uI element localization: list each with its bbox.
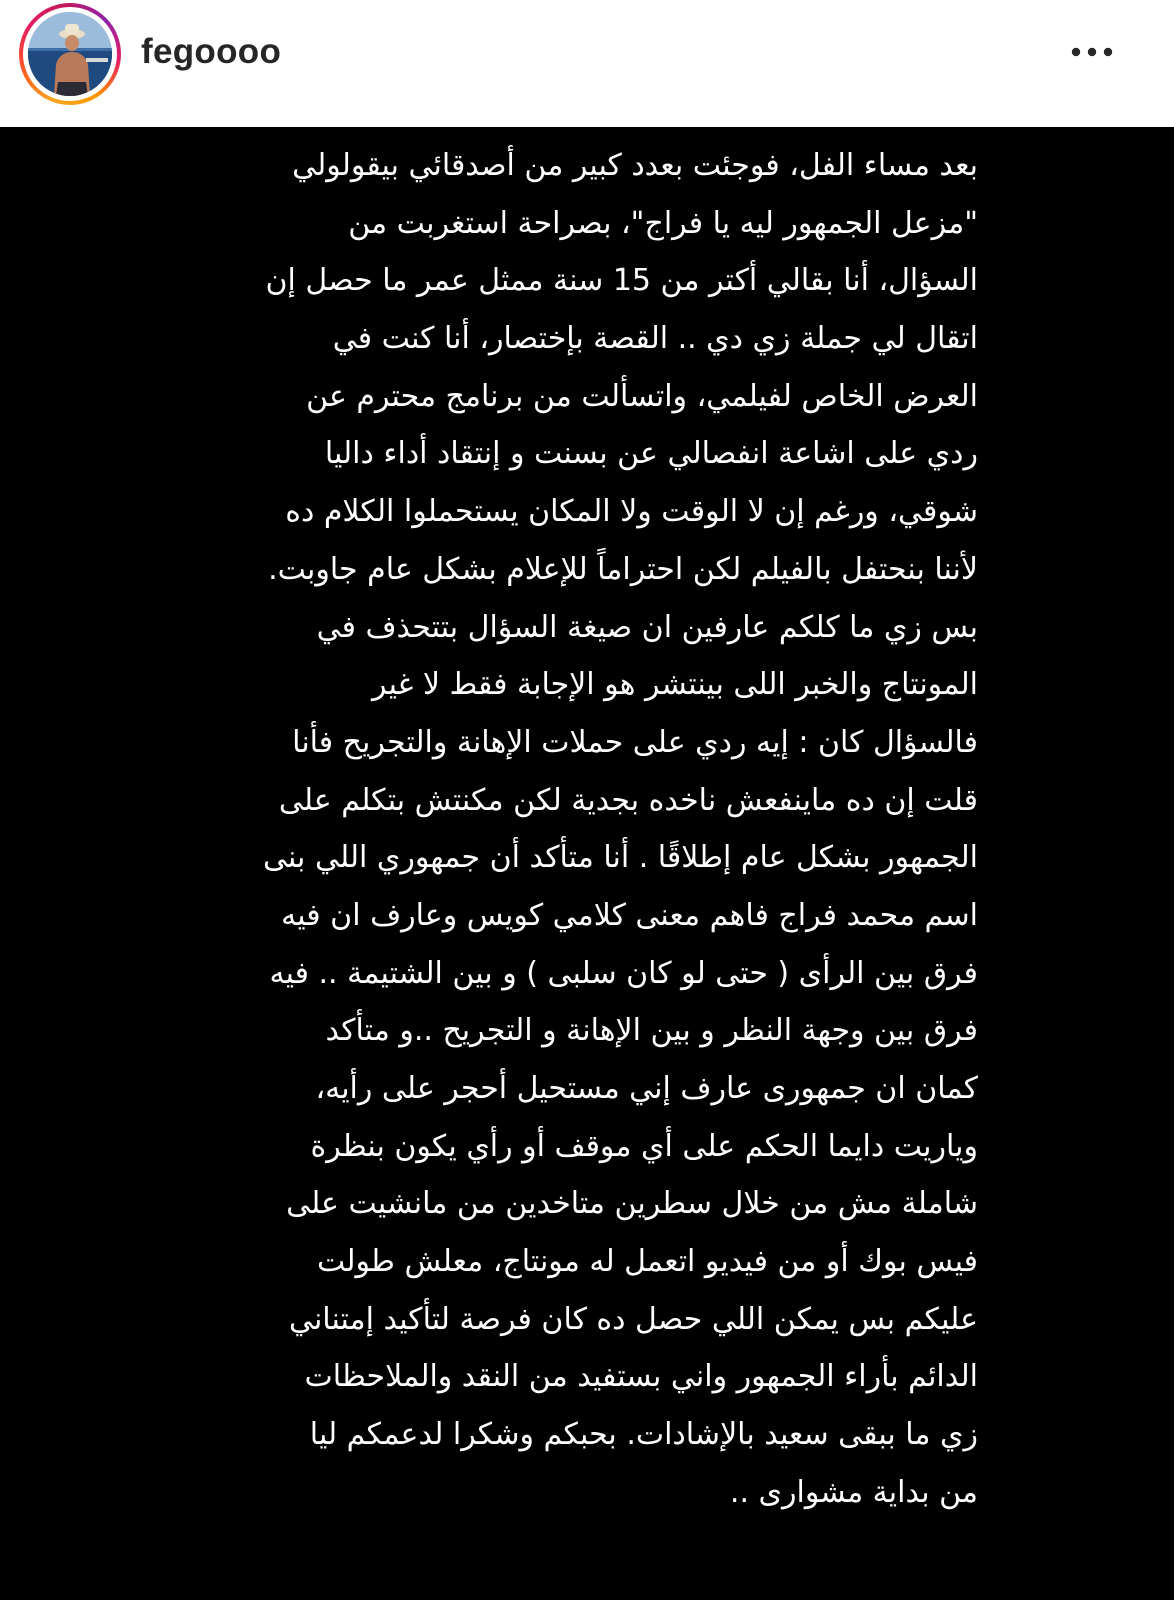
post-text-line: فالسؤال كان : إيه ردي على حملات الإهانة والتجريح فأنا [292, 724, 978, 760]
post-text-line: شاملة مش من خلال سطرين متاخدين من مانشيت على [286, 1186, 978, 1222]
post-header [0, 0, 1174, 127]
post-text-line: ردي على اشاعة انفصالي عن بسنت و إنتقاد أداء داليا [324, 436, 978, 472]
post-text-line: زي ما ببقى سعيد بالإشادات. بحبكم وشكرا لدعمكم ليا [309, 1417, 978, 1453]
post-text-line: عليكم بس يمكن اللي حصل ده كان فرصة لتأكيد إمتناني [288, 1301, 978, 1337]
avatar[interactable] [28, 12, 112, 96]
post-text-line: كمان ان جمهورى عارف إني مستحيل أحجر على رأيه، [315, 1071, 978, 1106]
post-text-line: الجمهور بشكل عام إطلاقًا . أنا متأكد أن جمهوري اللي بنى [263, 840, 978, 876]
post-text-line: فيس بوك أو من فيديو اتعمل له مونتاج، معلش طولت [316, 1244, 978, 1280]
post-text-line: شوقي، ورغم إن لا الوقت ولا المكان يستحملوا الكلام ده [285, 494, 978, 530]
more-options-icon [1070, 47, 1114, 57]
post-text-line: "مزعل الجمهور ليه يا فراج"، بصراحة استغربت من [348, 205, 978, 241]
post-text-line: المونتاج والخبر اللى بينتشر هو الإجابة فقط لا غير [372, 667, 978, 703]
more-options-button[interactable] [1062, 32, 1122, 72]
story-ring[interactable] [19, 3, 121, 105]
post-image[interactable] [0, 127, 1174, 1600]
avatar-frame [23, 7, 117, 101]
avatar-photo-icon [28, 12, 112, 96]
username[interactable]: fegoooo [141, 32, 282, 71]
post-text-line: بس زي ما كلكم عارفين ان صيغة السؤال بتتحذف في [316, 609, 978, 645]
post-text-line: وياريت دايما الحكم على أي موقف أو رأي يكون بنظرة [310, 1128, 978, 1164]
post-text [178, 137, 978, 1522]
post-text-line: فرق بين الرأى ( حتى لو كان سلبى ) و بين الشتيمة .. فيه [269, 955, 978, 991]
post-text-line: الدائم بأراء الجمهور واني بستفيد من النقد والملاحظات [304, 1359, 978, 1395]
post-text-line: العرض الخاص لفيلمي، واتسألت من برنامج محترم عن [306, 378, 978, 414]
post-text-line: اسم محمد فراج فاهم معنى كلامي كويس وعارف ان فيه [281, 897, 978, 933]
post-text-line: فرق بين وجهة النظر و بين الإهانة و التجريح ..و متأكد [325, 1013, 978, 1049]
post-text-line: قلت إن ده ماينفعش ناخده بجدية لكن مكنتش بتكلم على [278, 782, 978, 818]
post-text-line: من بداية مشوارى .. [729, 1474, 978, 1510]
post-text-line: اتقال لي جملة زي دي .. القصة بإختصار، أنا كنت في [332, 321, 978, 357]
post-text-line: السؤال، أنا بقالي أكتر من 15 سنة ممثل عمر ما حصل إن [265, 263, 978, 299]
post-text-line: بعد مساء الفل، فوجئت بعدد كبير من أصدقائي بيقولولي [292, 148, 978, 183]
post-text-line: لأننا بنحتفل بالفيلم لكن احتراماً للإعلام بشكل عام جاوبت. [268, 551, 978, 587]
